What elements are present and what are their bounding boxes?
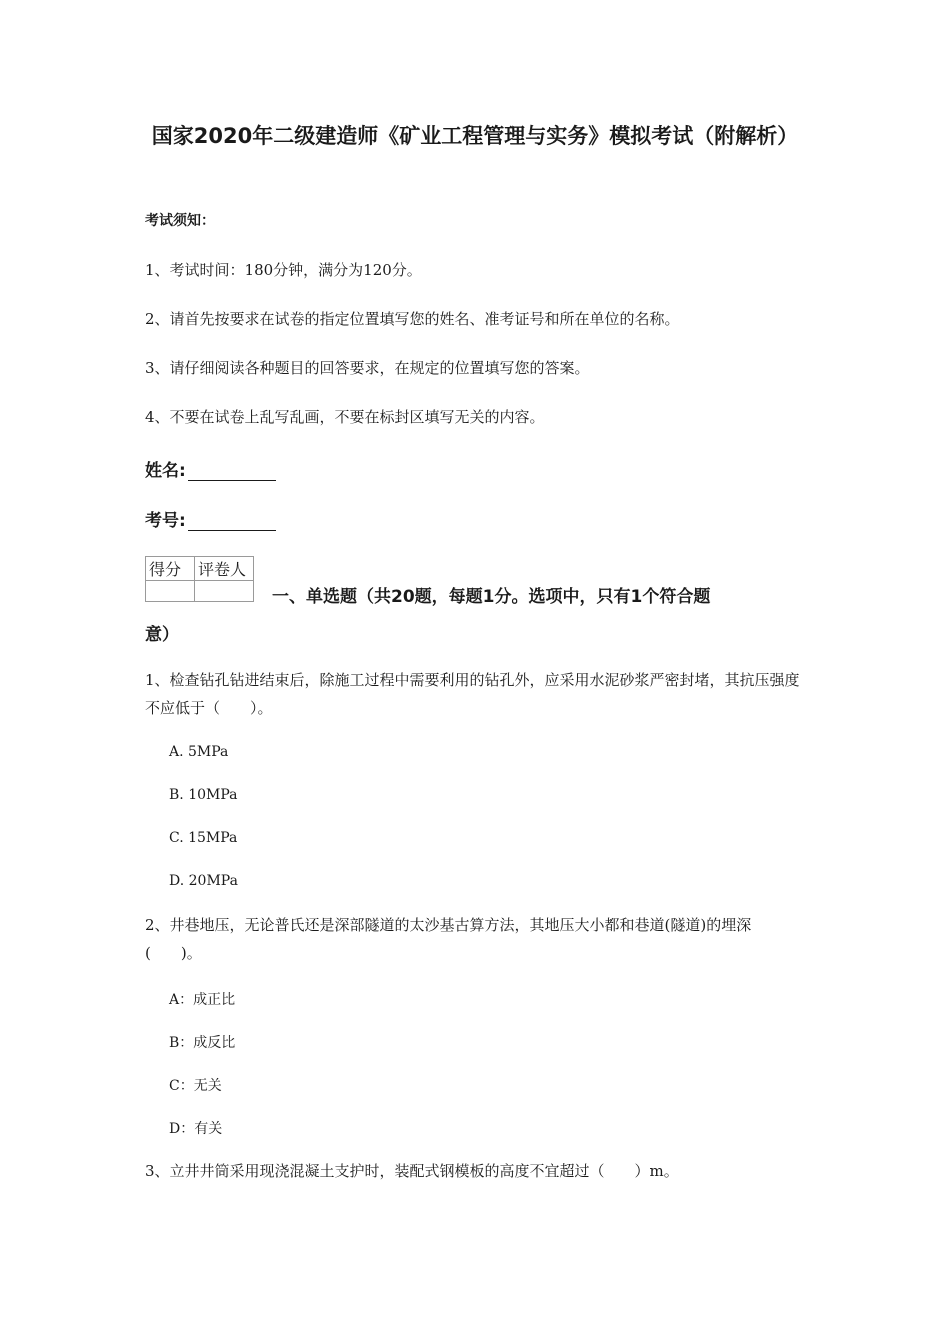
section-title-line2: 意）	[145, 625, 179, 645]
score-header: 得分	[146, 557, 195, 581]
name-blank-line[interactable]	[188, 462, 276, 481]
question-1-option-b: B. 10MPa	[169, 787, 238, 803]
notice-item-1: 1、考试时间：180分钟，满分为120分。	[145, 261, 422, 279]
notice-item-4: 4、不要在试卷上乱写乱画，不要在标封区填写无关的内容。	[145, 408, 545, 426]
question-1-option-c: C. 15MPa	[169, 830, 238, 846]
exam-number-blank-line[interactable]	[188, 512, 276, 531]
exam-number-field[interactable]	[145, 506, 276, 531]
score-table	[145, 556, 254, 602]
section-title-line1: 一、单选题（共20题，每题1分。选项中，只有1个符合题	[272, 587, 711, 607]
score-cell[interactable]	[146, 581, 195, 602]
grader-header: 评卷人	[195, 557, 254, 581]
question-1-option-d: D. 20MPa	[169, 873, 238, 889]
question-1-text: 1、检查钻孔钻进结束后，除施工过程中需要利用的钻孔外，应采用水泥砂浆严密封堵，其抗压强度不应低于（ ）。	[145, 671, 800, 717]
name-label: 姓名:	[145, 461, 186, 481]
grader-cell[interactable]	[195, 581, 254, 602]
question-2-option-c: C：无关	[169, 1078, 222, 1094]
notice-item-2: 2、请首先按要求在试卷的指定位置填写您的姓名、准考证号和所在单位的名称。	[145, 310, 680, 328]
question-3-text: 3、立井井筒采用现浇混凝土支护时，装配式钢模板的高度不宜超过（ ）m。	[145, 1162, 679, 1180]
question-2-option-d: D：有关	[169, 1121, 223, 1137]
exam-number-label: 考号:	[145, 511, 186, 531]
notice-heading: 考试须知：	[145, 213, 215, 229]
notice-item-3: 3、请仔细阅读各种题目的回答要求，在规定的位置填写您的答案。	[145, 359, 590, 377]
exam-title: 国家2020年二级建造师《矿业工程管理与实务》模拟考试（附解析）	[151, 124, 799, 148]
question-2-text: 2、井巷地压，无论普氏还是深部隧道的太沙基古算方法，其地压大小都和巷道(隧道)的埋深( )。	[145, 916, 752, 962]
question-1-option-a: A. 5MPa	[169, 744, 229, 760]
question-2-option-a: A：成正比	[169, 992, 236, 1008]
question-2-option-b: B：成反比	[169, 1035, 236, 1051]
name-field[interactable]	[145, 456, 276, 481]
